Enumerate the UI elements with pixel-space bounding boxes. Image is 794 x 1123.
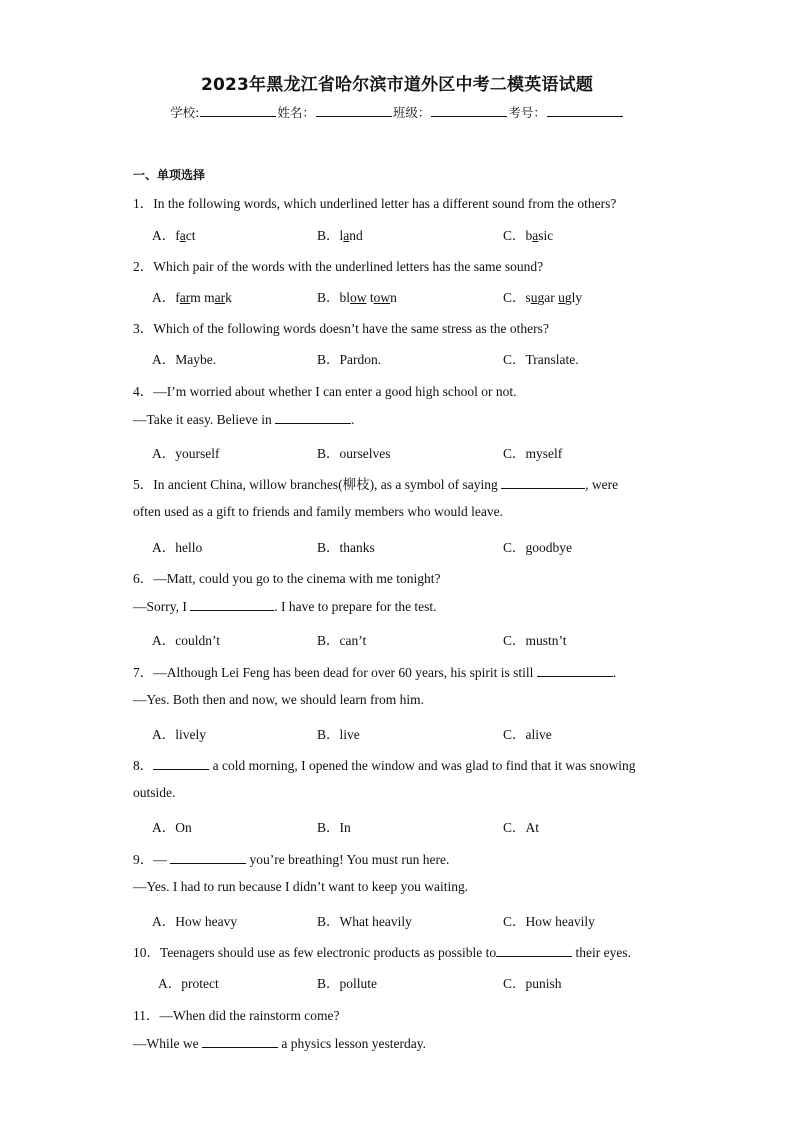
school-blank[interactable]: [200, 104, 276, 117]
question-7-line-2: —Yes. Both then and now, we should learn from him.: [133, 692, 424, 707]
option-text: gly: [564, 290, 583, 305]
question-11-line-2: [133, 1035, 426, 1052]
option-text: A．f: [152, 290, 180, 305]
school-label: 学校:: [170, 105, 200, 120]
question-10-option-c[interactable]: C．punish: [503, 976, 562, 991]
line-text: —Take it easy. Believe in: [133, 412, 276, 427]
exam-title: 2023年黑龙江省哈尔滨市道外区中考二模英语试题: [200, 75, 594, 95]
option-text: A．f: [152, 228, 180, 243]
question-9-stem: [133, 848, 449, 868]
question-6-option-a[interactable]: A．couldn’t: [152, 633, 220, 648]
question-1-option-c[interactable]: [503, 224, 553, 244]
question-10-option-a[interactable]: A．protect: [158, 976, 219, 991]
option-text: m m: [190, 290, 215, 305]
question-4-stem: 4．—I’m worried about whether I can enter a good high school or not.: [133, 384, 517, 399]
question-6-line-2: [133, 598, 437, 615]
question-6-stem: 6．—Matt, could you go to the cinema with me tonight?: [133, 571, 441, 586]
question-4-option-b[interactable]: B．ourselves: [317, 446, 391, 461]
underlined-letter: a: [179, 228, 186, 243]
question-3-option-c[interactable]: C．Translate.: [503, 352, 579, 367]
underlined-letter: ow: [350, 290, 367, 305]
question-5-option-c[interactable]: C．goodbye: [503, 540, 572, 555]
question-6-option-c[interactable]: C．mustn’t: [503, 633, 567, 648]
question-8-option-a[interactable]: A．On: [152, 820, 192, 835]
option-text: C．s: [503, 290, 531, 305]
question-3-stem: 3．Which of the following words doesn’t have the same stress as the others?: [133, 321, 549, 336]
line-text: .: [612, 665, 617, 680]
question-8-option-b[interactable]: B．In: [317, 820, 351, 835]
class-label: 班级：: [392, 105, 431, 120]
student-info-line: [0, 103, 794, 121]
line-text: —Sorry, I: [133, 599, 191, 614]
question-7-option-a[interactable]: A．lively: [152, 727, 206, 742]
underlined-letter: u: [558, 290, 565, 305]
exam-no-label: 考号：: [508, 105, 546, 120]
question-9-option-b[interactable]: B．What heavily: [317, 914, 412, 929]
line-text: their eyes.: [572, 945, 631, 960]
option-text: n: [390, 290, 397, 305]
question-7-stem: [133, 661, 616, 681]
question-2-option-a[interactable]: [152, 286, 232, 306]
name-blank[interactable]: [316, 104, 392, 117]
question-4-option-a[interactable]: A．yourself: [152, 446, 220, 461]
question-9-option-a[interactable]: A．How heavy: [152, 914, 238, 929]
line-text: 7．—Although Lei Feng has been dead for over 60 years, his spirit is still: [133, 665, 537, 680]
underlined-letter: ar: [214, 290, 226, 305]
question-8-option-c[interactable]: C．At: [503, 820, 540, 835]
question-5-option-a[interactable]: A．hello: [152, 540, 203, 555]
line-text: —While we: [133, 1036, 202, 1051]
exam-no-blank[interactable]: [547, 104, 623, 117]
option-text: B．l: [317, 228, 344, 243]
option-text: t: [366, 290, 374, 305]
option-text: sic: [538, 228, 554, 243]
question-3-option-b[interactable]: B．Pardon.: [317, 352, 382, 367]
question-2-stem: 2．Which pair of the words with the underlined letters has the same sound?: [133, 259, 544, 274]
underlined-letter: u: [530, 290, 538, 305]
class-blank[interactable]: [431, 104, 507, 117]
line-text: a physics lesson yesterday.: [277, 1036, 426, 1051]
question-2-option-b[interactable]: [317, 286, 397, 306]
question-11-stem: 11．—When did the rainstorm come?: [133, 1008, 340, 1023]
question-4-line-2: [133, 411, 355, 428]
line-text: , were: [585, 477, 619, 492]
answer-blank[interactable]: [202, 1035, 278, 1048]
question-10-option-b[interactable]: B．pollute: [317, 976, 377, 991]
underlined-letter: a: [532, 228, 539, 243]
option-text: nd: [349, 228, 363, 243]
option-text: C．b: [503, 228, 533, 243]
question-9-option-c[interactable]: C．How heavily: [503, 914, 595, 929]
question-7-option-c[interactable]: C．alive: [503, 727, 552, 742]
name-label: 姓名：: [277, 105, 315, 120]
question-2-option-c[interactable]: [503, 286, 582, 306]
question-6-option-b[interactable]: B．can’t: [317, 633, 367, 648]
answer-blank[interactable]: [537, 664, 613, 677]
question-5-stem: [133, 473, 618, 493]
question-3-option-a[interactable]: A．Maybe.: [152, 352, 217, 367]
answer-blank[interactable]: [501, 476, 585, 489]
question-5-option-b[interactable]: B．thanks: [317, 540, 375, 555]
line-text: .: [351, 412, 355, 427]
section-title: 一、单项选择: [133, 168, 206, 182]
option-text: ct: [185, 228, 196, 243]
option-text: k: [225, 290, 232, 305]
line-text: you’re breathing! You must run here.: [246, 852, 450, 867]
question-7-option-b[interactable]: B．live: [317, 727, 360, 742]
question-8-stem: [133, 754, 636, 774]
answer-blank[interactable]: [275, 411, 351, 424]
question-8-line-2: outside.: [133, 785, 176, 800]
question-10-stem: [133, 941, 631, 961]
line-text: 10．Teenagers should use as few electronic products as possible to: [133, 945, 497, 960]
underlined-letter: ow: [373, 290, 391, 305]
question-5-line-2: often used as a gift to friends and family members who would leave.: [133, 504, 504, 519]
answer-blank[interactable]: [496, 944, 572, 957]
underlined-letter: a: [343, 228, 350, 243]
underlined-letter: ar: [179, 290, 191, 305]
answer-blank[interactable]: [190, 598, 274, 611]
line-text: . I have to prepare for the test.: [274, 599, 437, 614]
question-1-option-b[interactable]: [317, 224, 363, 244]
question-4-option-c[interactable]: C．myself: [503, 446, 563, 461]
line-text: 5．In ancient China, willow branches(柳枝), as a symbol of saying: [133, 477, 502, 492]
question-1-option-a[interactable]: [152, 224, 196, 244]
line-text: 9．—: [133, 852, 171, 867]
question-1-stem: 1．In the following words, which underlined letter has a different sound from the others?: [133, 196, 617, 211]
option-text: gar: [537, 290, 559, 305]
answer-blank[interactable]: [170, 851, 246, 864]
question-9-line-2: —Yes. I had to run because I didn’t want to keep you waiting.: [133, 879, 469, 894]
line-text: 8．: [133, 758, 154, 773]
line-text: a cold morning, I opened the window and was glad to find that it was snowing: [209, 758, 636, 773]
answer-blank[interactable]: [153, 757, 209, 770]
option-text: B．bl: [317, 290, 351, 305]
